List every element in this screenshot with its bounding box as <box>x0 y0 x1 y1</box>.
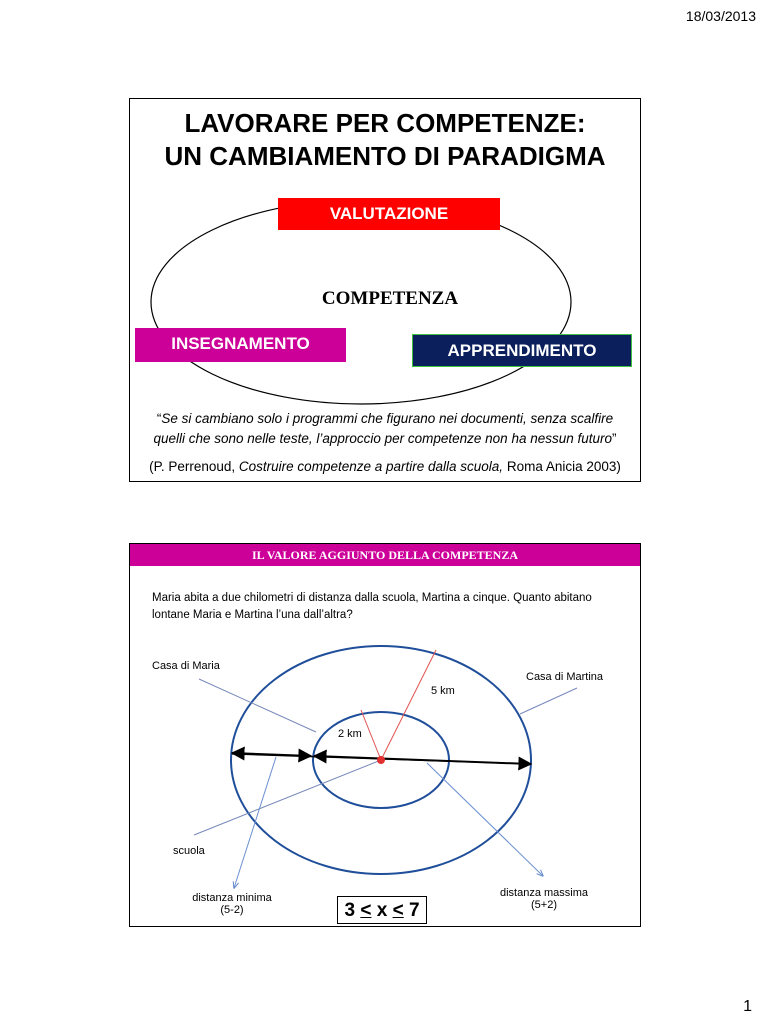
title-line-2: UN CAMBIAMENTO DI PARADIGMA <box>164 141 606 171</box>
label-distanza-massima <box>488 887 600 911</box>
slide-2 <box>129 543 641 927</box>
radius-5km <box>381 650 436 760</box>
label-casa-maria: Casa di Maria <box>152 660 220 672</box>
label-scuola: scuola <box>173 845 205 857</box>
slide-1-title <box>130 107 640 173</box>
arrow-max-distance <box>314 756 531 764</box>
distance-diagram <box>130 544 642 928</box>
quote-close: ” <box>612 431 617 446</box>
quote-text: Se si cambiano solo i programmi che figurano nei documenti, senza scalfire quelli che sono nelle teste, l’approccio per competenze non ha nessun futuro <box>153 411 614 446</box>
formula-var: x <box>376 900 388 921</box>
slide-1 <box>129 98 641 482</box>
pointer-casa-martina <box>520 688 577 714</box>
scuola-point <box>377 756 385 764</box>
insegnamento-box: INSEGNAMENTO <box>135 328 346 362</box>
competenza-label: COMPETENZA <box>321 288 459 309</box>
formula-right: 7 <box>408 900 420 921</box>
cite-author: (P. Perrenoud, <box>149 459 239 474</box>
pointer-scuola <box>194 760 381 835</box>
apprendimento-box: APPRENDIMENTO <box>412 334 632 367</box>
label-2km: 2 km <box>338 728 362 740</box>
label-5km: 5 km <box>431 685 455 697</box>
quote-open: “ <box>156 411 162 426</box>
dist-max-text: distanza massima <box>499 887 589 899</box>
formula-left: 3 <box>344 900 356 921</box>
perrenoud-quote <box>140 409 630 449</box>
cite-title: Costruire competenze a partire dalla scuola, <box>238 459 504 474</box>
problem-question: Maria abita a due chilometri di distanza dalla scuola, Martina a cinque. Quanto abitano lontane Maria e Martina l’una dall’altra? <box>152 592 592 621</box>
formula-box <box>337 896 427 924</box>
dist-min-text: distanza minima <box>192 892 272 904</box>
dist-max-calc: (5+2) <box>531 899 557 911</box>
cite-publisher: Roma Anicia 2003) <box>503 459 621 474</box>
label-casa-martina: Casa di Martina <box>526 671 604 683</box>
arrow-dist-min-pointer <box>234 757 276 888</box>
formula-le-1: < <box>360 900 372 921</box>
header-date: 18/03/2013 <box>685 8 756 24</box>
page-number: 1 <box>743 998 752 1015</box>
pointer-casa-maria <box>199 679 316 732</box>
dist-min-calc: (5-2) <box>220 904 244 916</box>
label-distanza-minima <box>180 892 284 916</box>
valutazione-box: VALUTAZIONE <box>278 198 500 230</box>
radius-2km <box>361 710 381 760</box>
quote-citation <box>134 459 636 474</box>
arrow-dist-max-pointer <box>427 763 543 876</box>
slide-2-header: IL VALORE AGGIUNTO DELLA COMPETENZA <box>130 544 640 566</box>
title-line-1: LAVORARE PER COMPETENZE: <box>184 108 586 138</box>
formula-le-2: < <box>392 900 404 921</box>
